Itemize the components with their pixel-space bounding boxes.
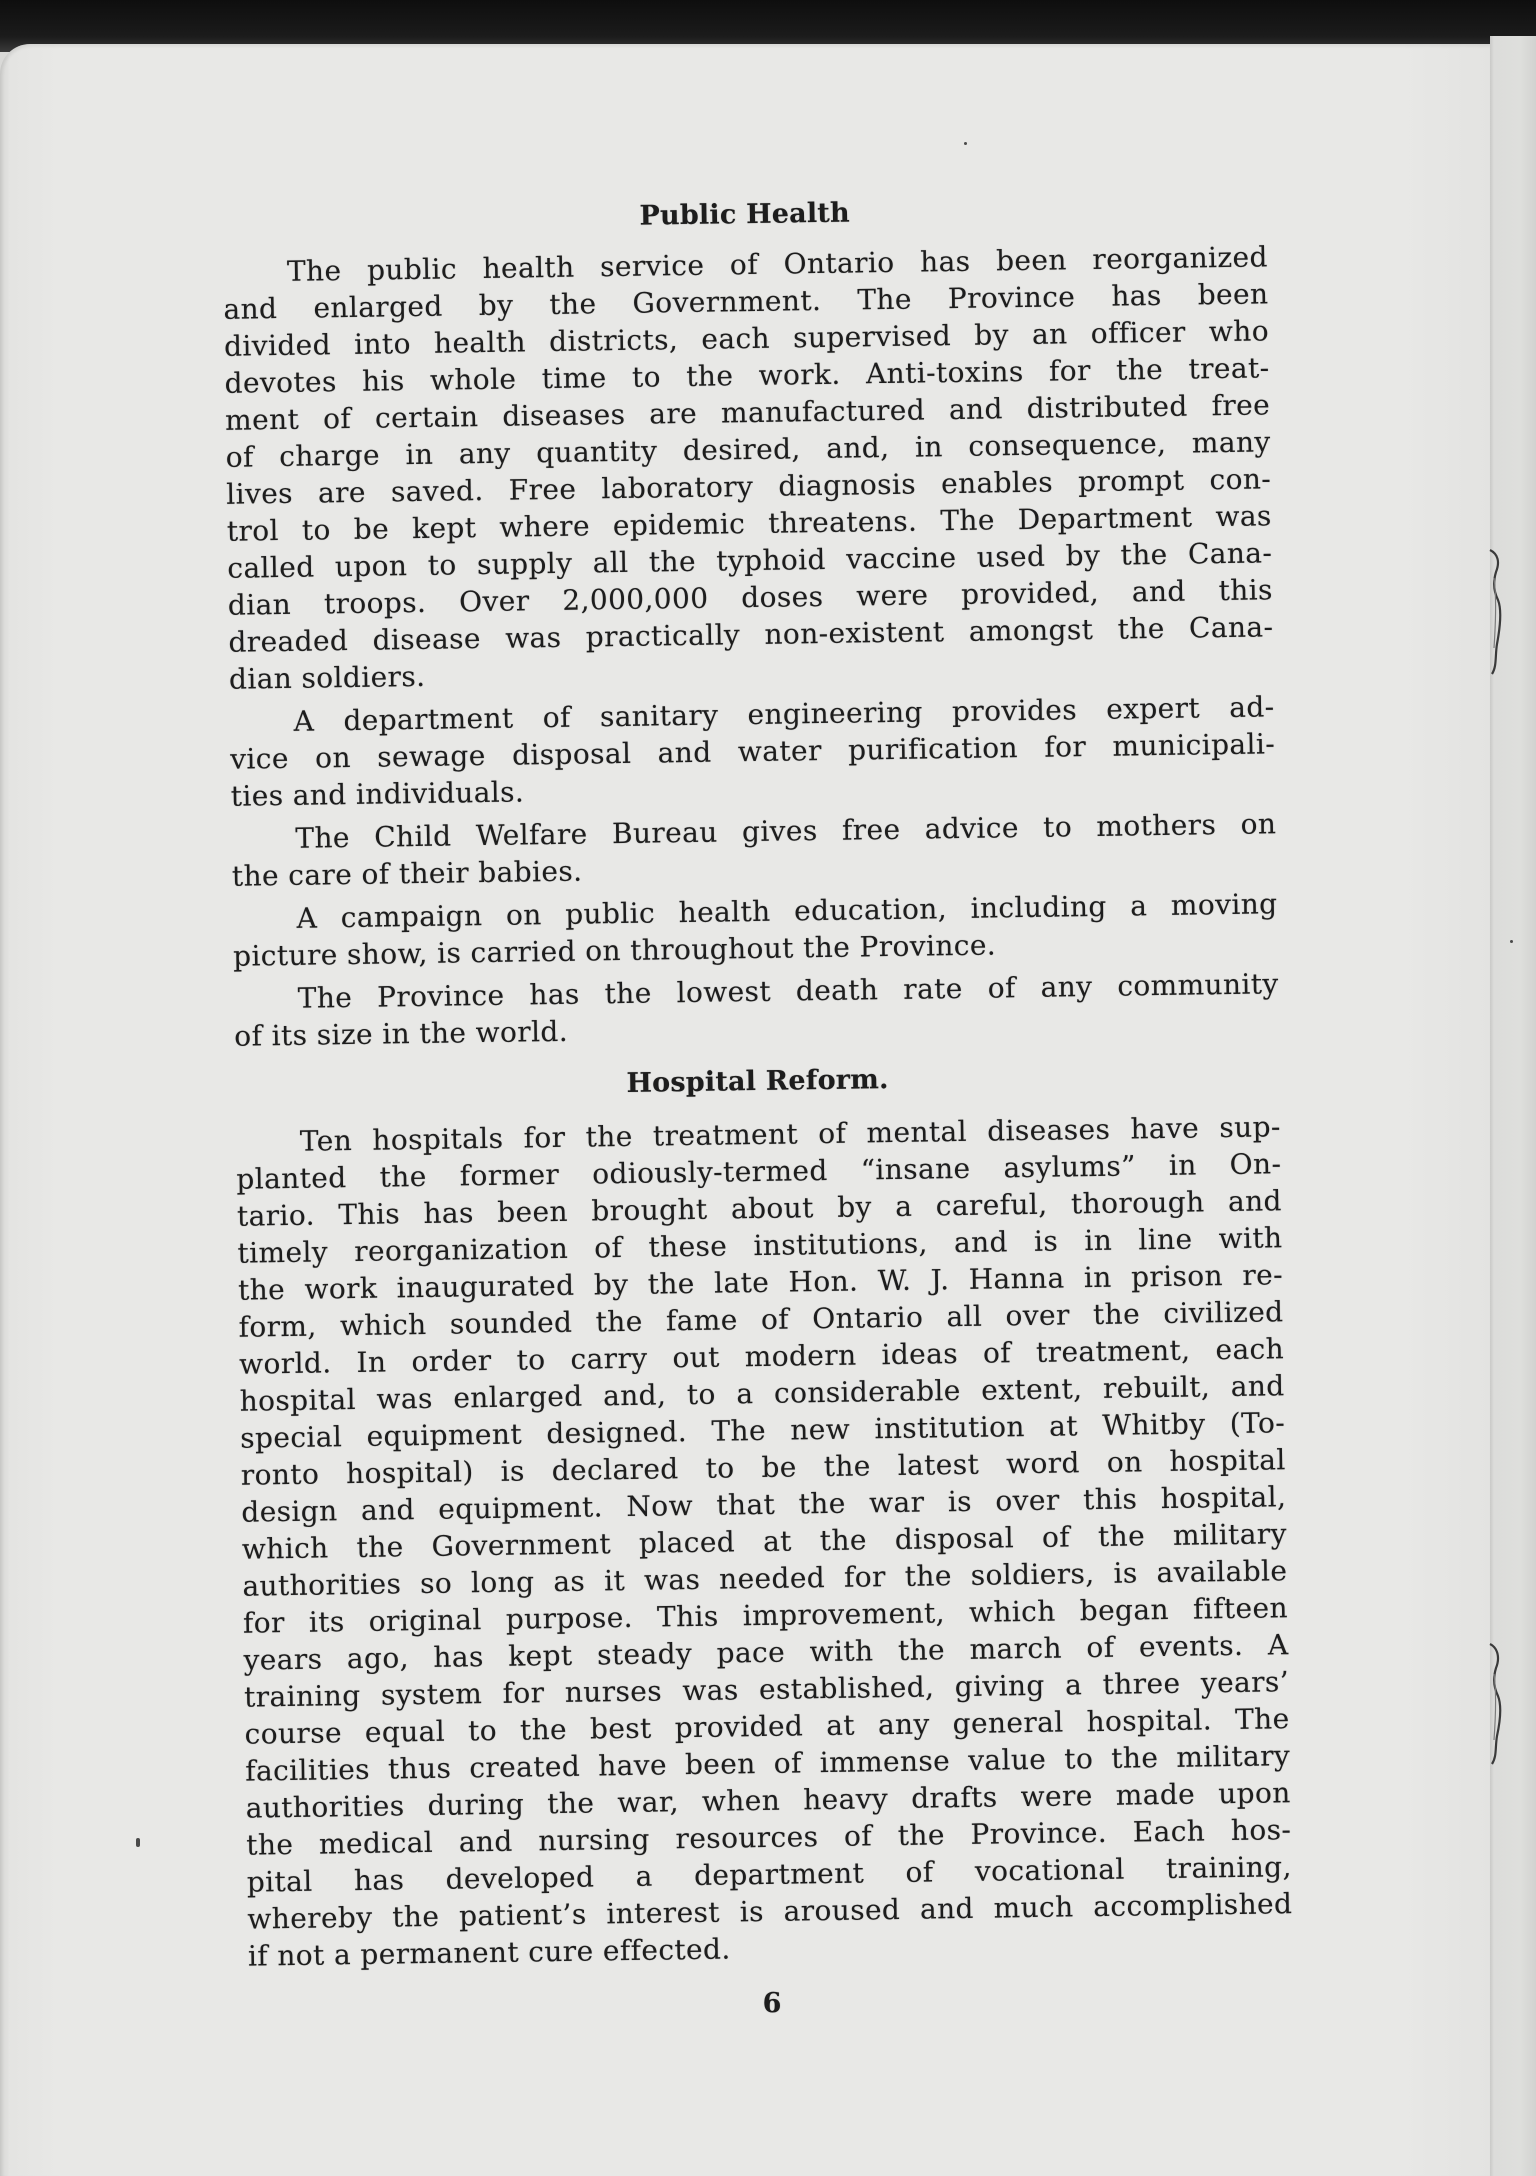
text-line: ties and individuals. [230, 775, 525, 813]
text-block [222, 185, 1293, 1974]
text-line: trol to be kept where epidemic threatens. The Department was [226, 499, 1272, 548]
text-line: dian soldiers. [228, 659, 426, 696]
text-line: The public health service of Ontario has been reorganized [286, 240, 1269, 288]
scan-right-edge [1490, 36, 1536, 2176]
text-line: authorities during the war, when heavy drafts were made upon [245, 1776, 1291, 1825]
text-line: dian troops. Over 2,000,000 doses were provided, and this [227, 573, 1274, 622]
page-number: 6 [762, 1988, 782, 2019]
text-line: of its size in the world. [234, 1014, 569, 1053]
scan-speck [1510, 940, 1513, 943]
text-line: divided into health districts, each supervised by an officer who [223, 314, 1270, 363]
text-line: course equal to the best provided at any general hospital. The [244, 1702, 1290, 1751]
text-line: devotes his whole time to the work. Anti-toxins for the treat- [224, 351, 1270, 400]
text-line: the medical and nursing resources of the Province. Each hos- [246, 1813, 1292, 1862]
text-line: the care of their babies. [231, 854, 583, 893]
paragraph [233, 965, 1279, 1054]
paragraph [232, 885, 1278, 974]
text-line: called upon to supply all the typhoid vaccine used by the Cana- [227, 536, 1273, 585]
paragraph [236, 1108, 1294, 1974]
hospital-reform-body [236, 1108, 1294, 1974]
text-line: of charge in any quantity desired, and, in consequence, many [225, 425, 1271, 474]
text-line: pital has developed a department of vocational training, [246, 1850, 1292, 1899]
text-line: and enlarged by the Government. The Province has been [223, 277, 1269, 326]
text-line: hospital was enlarged and, to a considerable extent, rebuilt, and [239, 1369, 1285, 1418]
paragraph [231, 805, 1277, 894]
text-line: ronto hospital) is declared to be the latest word on hospital [240, 1443, 1286, 1492]
text-line: A department of sanitary engineering provides expert ad- [293, 690, 1275, 738]
text-line: design and equipment. Now that the war is over this hospital, [241, 1480, 1287, 1529]
text-line: special equipment designed. The new institution at Whitby (To- [240, 1406, 1286, 1455]
staple-mark [1480, 548, 1510, 676]
text-line: planted the former odiously-termed “insane asylums” in On- [236, 1147, 1282, 1196]
text-line: tario. This has been brought about by a careful, thorough and [236, 1184, 1283, 1233]
text-line: The Province has the lowest death rate of any community [297, 967, 1279, 1015]
paragraph [229, 688, 1276, 814]
text-line: years ago, has kept steady pace with the march of events. A [243, 1628, 1289, 1677]
text-line: facilities thus created have been of immense value to the military [244, 1739, 1291, 1788]
paragraph [223, 238, 1274, 697]
text-line: authorities so long as it was needed for the soldiers, is available [242, 1554, 1288, 1603]
public-health-body [223, 238, 1280, 1054]
text-line: ment of certain diseases are manufactured and distributed free [224, 388, 1271, 437]
text-line: timely reorganization of these institutions, and is in line with [237, 1221, 1283, 1270]
text-line: world. In order to carry out modern ideas of treatment, each [238, 1332, 1285, 1381]
text-line: Ten hospitals for the treatment of mental diseases have sup- [299, 1110, 1281, 1158]
scan-speck [136, 1838, 140, 1847]
text-line: whereby the patient’s interest is aroused and much accomplished [247, 1887, 1293, 1936]
section-heading-public-health: Public Health [639, 197, 851, 232]
text-line: dreaded disease was practically non-existent amongst the Cana- [228, 610, 1274, 659]
text-line: the work inaugurated by the late Hon. W. J. Hanna in prison re- [237, 1258, 1284, 1307]
text-line: which the Government placed at the disposal of the military [241, 1517, 1288, 1566]
text-line: picture show, is carried on throughout the Province. [232, 928, 997, 973]
staple-mark [1480, 1642, 1510, 1766]
text-line: The Child Welfare Bureau gives free advice to mothers on [295, 807, 1277, 855]
text-line: form, which sounded the fame of Ontario all over the civilized [238, 1295, 1284, 1344]
text-line: if not a permanent cure effected. [247, 1932, 731, 1973]
text-line: for its original purpose. This improvement, which began fifteen [242, 1591, 1289, 1640]
scan-speck [964, 142, 967, 145]
text-line: A campaign on public health education, including a moving [296, 887, 1278, 935]
text-line: training system for nurses was established, giving a three years’ [243, 1665, 1290, 1714]
section-heading-hospital-reform: Hospital Reform. [626, 1064, 889, 1099]
text-line: vice on sewage disposal and water purification for municipali- [229, 727, 1276, 776]
text-line: lives are saved. Free laboratory diagnosis enables prompt con- [226, 462, 1272, 511]
